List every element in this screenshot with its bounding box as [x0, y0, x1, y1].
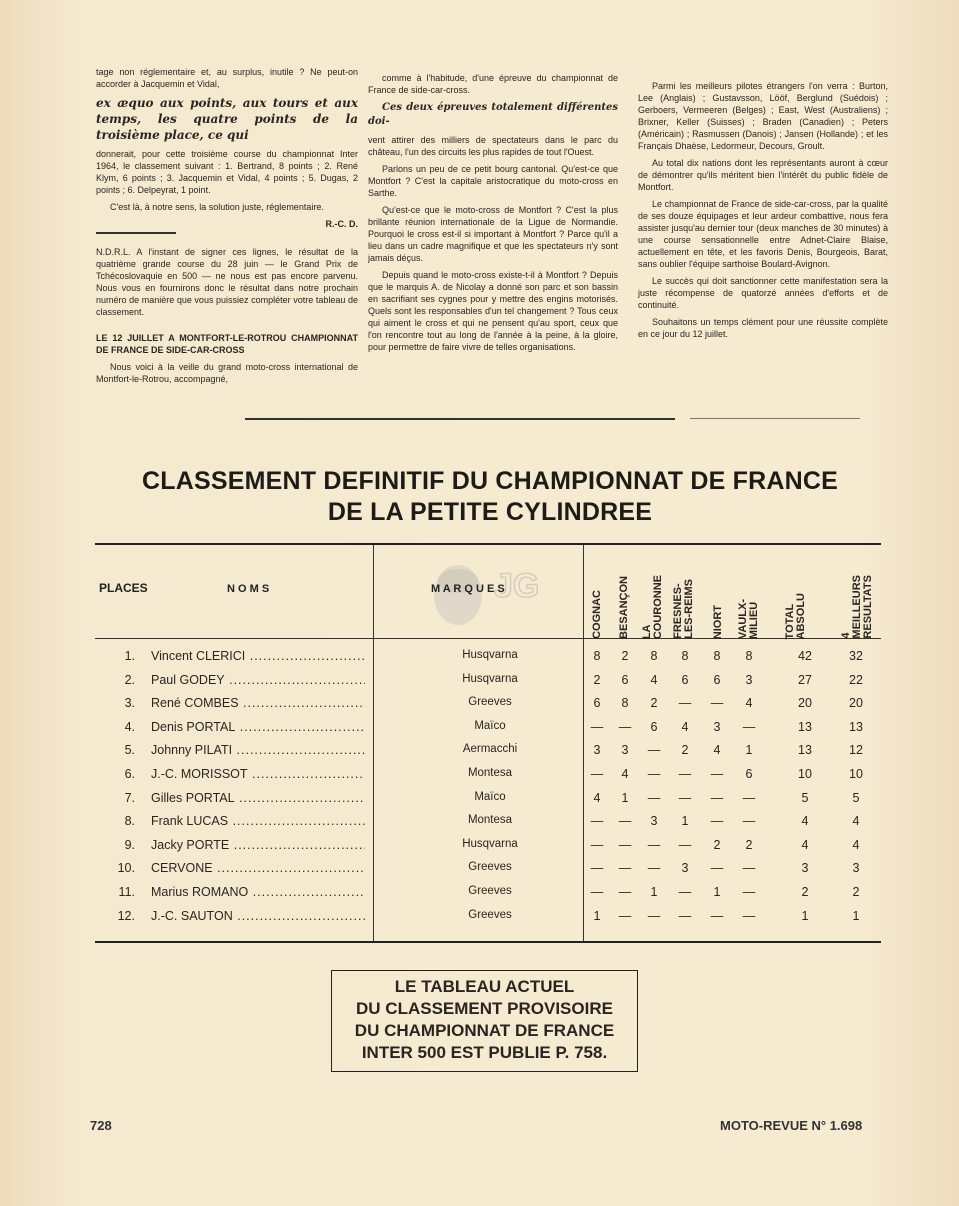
total-cell: 10 — [798, 767, 812, 781]
svg-text:JG: JG — [494, 567, 540, 605]
result-cell: 4 — [681, 719, 689, 734]
rank-cell: 2. — [124, 672, 135, 687]
marque-cell: Greeves — [468, 696, 512, 709]
rank-cell: 3. — [124, 696, 135, 711]
author-signature: R.-C. D. — [325, 219, 358, 229]
result-cell: 8 — [621, 696, 629, 711]
paragraph: vent attirer des milliers de spectateurs dans le parc du château, l'un des circuits les plus rapides de tout l'Ouest. — [368, 135, 618, 157]
result-cell: 2 — [621, 649, 629, 663]
result-cell: 4 — [593, 790, 601, 805]
marque-cell: Montesa — [467, 767, 513, 779]
result-cell: — — [678, 790, 692, 805]
rank-cell: 4. — [124, 719, 135, 734]
header-niort: NIORT — [712, 604, 724, 639]
best-results-cell: 20 — [849, 696, 863, 711]
divider — [245, 418, 675, 420]
result-cell: — — [590, 814, 604, 829]
paragraph: Le succès qui doit sanctionner cette manifestation sera la juste récompense de quatorzé années d'efforts et de continuité. — [638, 276, 888, 310]
handwritten-paragraph: Ces deux épreuves totalement différentes doi- — [368, 102, 618, 127]
result-cell: 8 — [593, 649, 601, 663]
table-row — [95, 905, 881, 928]
result-cell: — — [742, 814, 756, 829]
marque-cell: Aermacchi — [462, 743, 518, 756]
result-cell: — — [742, 885, 756, 899]
header-marques: M A R Q U E S — [431, 583, 505, 595]
paragraph: C'est là, à notre sens, la solution juste, réglementaire. — [110, 202, 324, 212]
total-cell: 13 — [798, 719, 812, 734]
table-row — [95, 857, 881, 880]
handwritten-paragraph: ex æquo aux points, aux tours et aux temps, les quatre points de la troisième place, ce qui — [96, 96, 358, 142]
name-cell: J.-C. MORISSOT ..... — [151, 767, 365, 781]
marque-cell: Greeves — [468, 885, 512, 897]
classification-title: CLASSEMENT DEFINITIF DU CHAMPIONNAT DE FRANCE DE LA PETITE CYLINDREE — [141, 467, 839, 526]
marque-cell: Maïco — [474, 790, 506, 803]
result-cell: 3 — [745, 672, 753, 687]
paragraph: tage non réglementaire et, au surplus, inutile ? Ne peut-on accorder à Jacquemin et Vidal, — [96, 67, 358, 89]
result-cell: — — [618, 861, 632, 876]
result-cell: 8 — [650, 649, 658, 663]
marque-cell: Montesa — [467, 814, 513, 827]
result-cell: 6 — [621, 672, 629, 687]
result-cell: — — [710, 861, 724, 876]
result-cell: 6 — [681, 672, 689, 687]
result-cell: — — [710, 908, 724, 923]
table-row — [95, 716, 881, 739]
result-cell: — — [618, 837, 632, 852]
rank-cell: 6. — [124, 767, 135, 781]
editor-note: N.D.R.L. A l'instant de signer ces lignes, le résultat de la quatrième grande course du 28 juin — le Grand Prix de Tchécoslovaquie en 500 — ne nous est pas encore parvenu. Nous vous en fournirons donc le résultat dans notre prochain numéro de manière que vous puissiez compléter votre tableau de classement. — [96, 247, 358, 317]
name-cell: Frank LUCAS ..... — [151, 814, 365, 828]
best-results-cell: 1 — [852, 908, 860, 923]
header-divider — [95, 638, 881, 639]
marque-cell: Husqvarna — [462, 649, 518, 661]
table-row — [95, 692, 881, 715]
result-cell: — — [678, 696, 692, 711]
result-cell: — — [618, 885, 632, 899]
paragraph: donnerait, pour cette troisième course du championnat Inter 1964, le classement suivant : 1. Bertrand, 8 points ; 2. René Klym, 6 points ; 3. Jacquemin et Vidal, 4 points ; 5. Dugas, 2 points ; 6. Delpeyrat, 1 point. — [96, 149, 358, 195]
best-results-cell: 4 — [852, 814, 860, 829]
table-row — [95, 834, 881, 857]
result-cell: 8 — [681, 649, 689, 663]
marque-cell: Maïco — [474, 719, 506, 732]
result-cell: 3 — [650, 814, 658, 829]
section-heading: LE 12 JUILLET A MONTFORT-LE-ROTROU CHAMPIONNAT DE FRANCE DE SIDE-CAR-CROSS — [96, 333, 358, 355]
table-row — [95, 645, 881, 668]
name-cell: J.-C. SAUTON ..... — [151, 909, 365, 923]
paragraph: Qu'est-ce que le moto-cross de Montfort ? C'est la plus brillante réunion internationale de la Ligue de Normandie. Pourquoi le cross est-il si important à Montfort ? Parce qu'il a lieu dans un cadre magnifique et que les spectateurs n'y sont jamais déçus. — [368, 205, 618, 263]
paragraph: Parlons un peu de ce petit bourg cantonal. Qu'est-ce que Montfort ? C'est la capitale aristocratique du moto-cross en Sarthe. — [368, 164, 618, 198]
result-cell: — — [647, 767, 661, 781]
result-cell: 6 — [650, 719, 658, 734]
name-cell: Johnny PILATI ..... — [151, 743, 365, 757]
result-cell: — — [590, 837, 604, 852]
total-cell: 42 — [798, 649, 812, 663]
paragraph: Au total dix nations dont les représentants auront à cœur de démontrer qu'ils méritent bien l'intérêt du public fidèle de Montfort. — [638, 158, 888, 192]
result-cell: 2 — [650, 696, 658, 711]
result-cell: 1 — [745, 743, 753, 758]
divider — [96, 232, 176, 234]
result-cell: — — [742, 908, 756, 923]
paragraph: Depuis quand le moto-cross existe-t-il à Montfort ? Depuis que le marquis A. de Nicolay a donné son parc et son bassin en sacrifiant ses cygnes pour y mettre des engins motorisés. Quels sont les responsables d'un tel changement ? Tous ceux qui aiment le cross et qui ne pensent qu'au sport, ceux que l'on rencontre tout au long de l'année à la peine, à la gloire, pour permettre de faire vivre de telles organisations. — [368, 270, 618, 352]
result-cell: — — [590, 885, 604, 899]
result-cell: 1 — [681, 814, 689, 829]
result-cell: — — [710, 696, 724, 711]
marque-cell: Greeves — [468, 861, 512, 874]
result-cell: — — [647, 743, 661, 758]
article-column-1 — [96, 66, 358, 390]
result-cell: — — [647, 837, 661, 852]
total-cell: 5 — [801, 790, 809, 805]
table-row — [95, 763, 881, 786]
result-cell: — — [590, 767, 604, 781]
header-cognac: COGNAC — [591, 590, 603, 639]
result-cell: 1 — [650, 885, 658, 899]
paragraph: Parmi les meilleurs pilotes étrangers l'on verra : Burton, Lee (Anglais) ; Gustavsson, Lööf, Berglund (Suédois) ; Gerboers, Vermeeren (Belges) ; East, West (Australiens) ; Brixner, Keller (Suisses) ; Braden (Canadien) ; Peters (Américain) ; Rasmussen (Danois) ; Jansen (Hollande) ; et les Français Dhaèse, Ledormeur, Decours, Groult. — [638, 81, 888, 151]
header-total: TOTAL ABSOLU — [784, 592, 807, 639]
table-row — [95, 881, 881, 904]
paragraph: comme à l'habitude, d'une épreuve du championnat de France de side-car-cross. — [368, 73, 618, 95]
table-row — [95, 787, 881, 810]
header-la-couronne: LA COURONNE — [641, 574, 664, 639]
result-cell: 6 — [713, 672, 721, 687]
best-results-cell: 22 — [849, 672, 863, 687]
name-cell: CERVONE ..... — [151, 861, 365, 875]
result-cell: — — [678, 885, 692, 899]
name-cell: Jacky PORTE ..... — [151, 838, 365, 852]
result-cell: 3 — [593, 743, 601, 758]
header-besancon: BESANÇON — [618, 576, 630, 639]
result-cell: — — [618, 719, 632, 734]
rank-cell: 1. — [124, 649, 135, 663]
total-cell: 27 — [798, 672, 812, 687]
result-cell: 1 — [713, 885, 721, 899]
table-row — [95, 810, 881, 833]
rank-cell: 10. — [117, 861, 135, 876]
paragraph: Souhaitons un temps clément pour une réussite complète en ce jour du 12 juillet. — [638, 317, 888, 339]
result-cell: — — [618, 908, 632, 923]
result-cell: — — [647, 908, 661, 923]
result-cell: 8 — [713, 649, 721, 663]
total-cell: 4 — [801, 814, 809, 829]
rank-cell: 9. — [124, 837, 135, 852]
marque-cell: Husqvarna — [462, 672, 518, 685]
header-fresnes: FRESNES- LES-REIMS — [672, 579, 695, 639]
best-results-cell: 4 — [852, 837, 860, 852]
best-results-cell: 13 — [849, 719, 863, 734]
name-cell: René COMBES ..... — [151, 696, 365, 710]
header-names: N O M S — [227, 583, 270, 595]
result-cell: 2 — [713, 837, 721, 852]
name-cell: Gilles PORTAL ..... — [151, 791, 365, 805]
result-cell: 2 — [593, 672, 601, 687]
result-cell: 4 — [650, 672, 658, 687]
page-number: 728 — [90, 1118, 112, 1133]
result-cell: 4 — [713, 743, 721, 758]
marque-cell: Husqvarna — [462, 837, 518, 850]
total-cell: 13 — [798, 743, 812, 758]
result-cell: 6 — [745, 767, 753, 781]
result-cell: 4 — [621, 767, 629, 781]
result-cell: 2 — [681, 743, 689, 758]
result-cell: — — [647, 861, 661, 876]
result-cell: — — [742, 861, 756, 876]
paragraph: Nous voici à la veille du grand moto-cross international de Montfort-le-Rotrou, accompagné, — [96, 362, 358, 384]
article-column-3 — [638, 80, 888, 345]
result-cell: — — [590, 719, 604, 734]
best-results-cell: 3 — [852, 861, 860, 876]
header-best-results: 4 MEILLEURS RESULTATS — [840, 575, 874, 639]
result-cell: — — [678, 767, 692, 781]
result-cell: — — [678, 837, 692, 852]
divider — [690, 418, 860, 419]
table-row — [95, 669, 881, 692]
name-cell: Denis PORTAL ..... — [151, 720, 365, 734]
name-cell: Vincent CLERICI ..... — [151, 649, 365, 663]
total-cell: 20 — [798, 696, 812, 711]
rank-cell: 11. — [118, 885, 135, 899]
marque-cell: Greeves — [468, 908, 512, 921]
total-cell: 4 — [801, 837, 809, 852]
result-cell: 4 — [745, 696, 753, 711]
best-results-cell: 32 — [849, 649, 863, 663]
rank-cell: 12. — [117, 908, 135, 923]
magazine-issue: MOTO-REVUE N° 1.698 — [720, 1118, 863, 1133]
result-cell: — — [742, 719, 756, 734]
result-cell: 8 — [745, 649, 753, 663]
name-cell: Marius ROMANO ..... — [151, 885, 365, 899]
result-cell: — — [618, 814, 632, 829]
result-cell: 3 — [621, 743, 629, 758]
best-results-cell: 10 — [849, 767, 863, 781]
classification-table — [95, 543, 881, 943]
table-row — [95, 739, 881, 762]
best-results-cell: 5 — [852, 790, 860, 805]
result-cell: — — [647, 790, 661, 805]
result-cell: — — [590, 861, 604, 876]
result-cell: 3 — [681, 861, 689, 876]
rank-cell: 7. — [124, 790, 135, 805]
article-column-2 — [368, 72, 618, 358]
total-cell: 3 — [801, 861, 809, 876]
header-places: PLACES — [99, 581, 148, 595]
rank-cell: 5. — [124, 743, 135, 758]
total-cell: 1 — [801, 908, 809, 923]
header-vaulx-milieu: VAULX- MILIEU — [737, 598, 760, 639]
result-cell: — — [710, 814, 724, 829]
result-cell: — — [742, 790, 756, 805]
result-cell: 3 — [713, 719, 721, 734]
result-cell: 6 — [593, 696, 601, 711]
result-cell: 1 — [593, 908, 601, 923]
notice-box: LE TABLEAU ACTUEL DU CLASSEMENT PROVISOIRE DU CHAMPIONNAT DE FRANCE INTER 500 EST PUBLIE P. 758. — [331, 970, 638, 1072]
result-cell: 1 — [621, 790, 629, 805]
result-cell: — — [678, 908, 692, 923]
best-results-cell: 12 — [849, 743, 863, 758]
result-cell: 2 — [745, 837, 753, 852]
paragraph: Le championnat de France de side-car-cross, par la qualité de ses douze équipages et leur ardeur combattive, nous fera assister jusqu'au dernier tour (deux manches de 30 minutes) à une course sensationnelle entre Adnet-Claire Blaise, actuellement en tête, et les favoris Denis, Bourgeois, Barat, sans oublier l'équipe sarthoise Boulard-Avignon. — [638, 199, 888, 269]
total-cell: 2 — [801, 885, 809, 899]
name-cell: Paul GODEY ..... — [151, 673, 365, 687]
result-cell: — — [710, 790, 724, 805]
best-results-cell: 2 — [852, 885, 860, 899]
rank-cell: 8. — [124, 814, 135, 829]
result-cell: — — [710, 767, 724, 781]
